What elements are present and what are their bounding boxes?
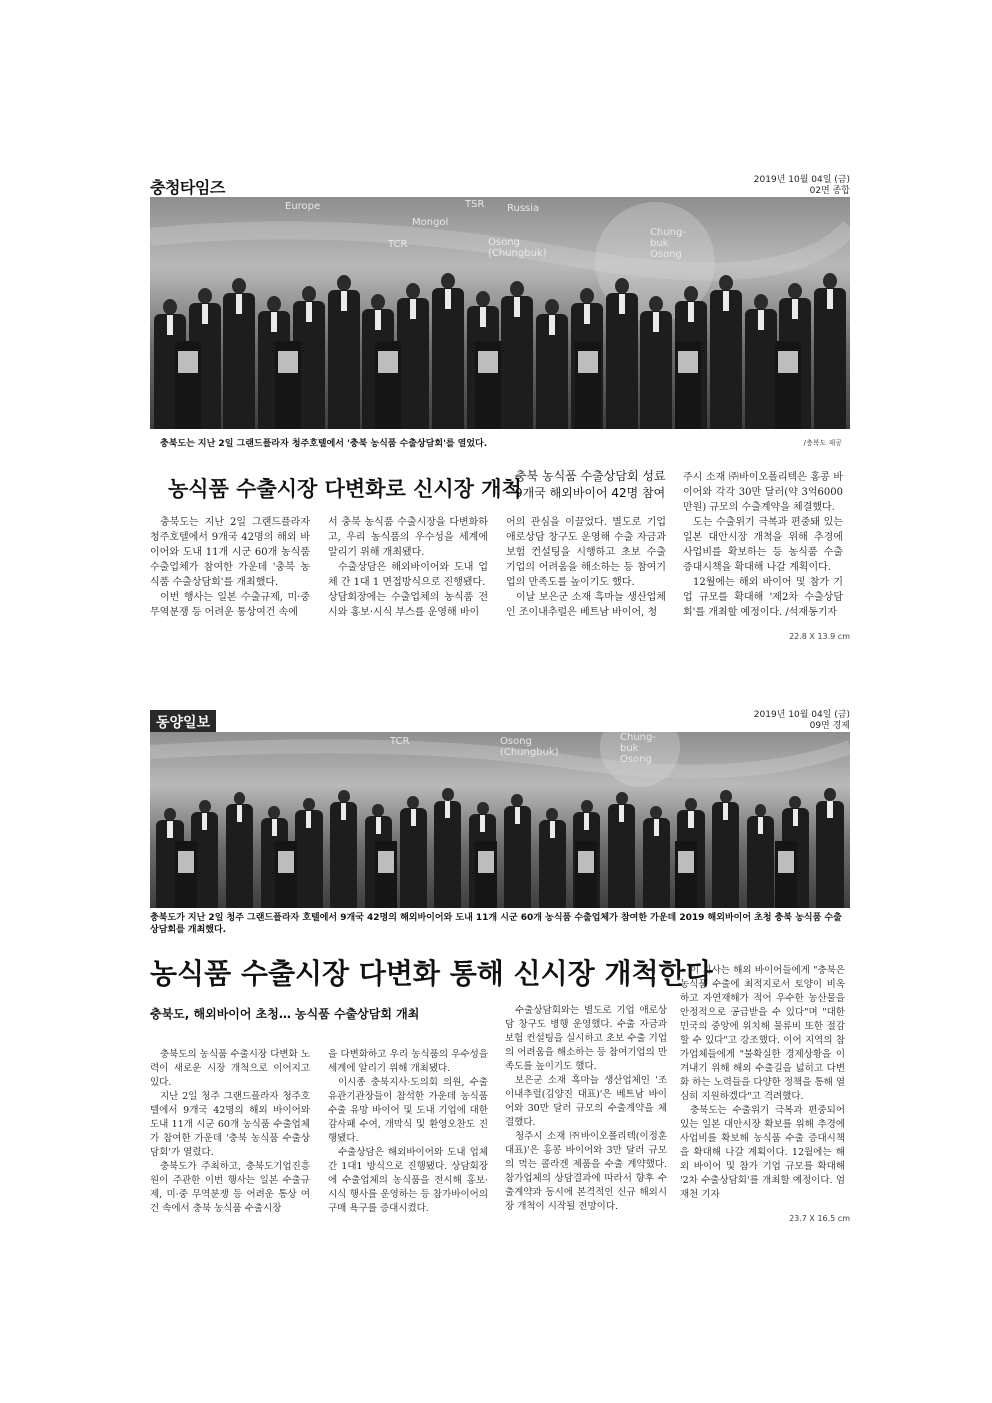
podium: [275, 841, 297, 908]
person-figure: [712, 790, 739, 908]
podium: [675, 341, 701, 429]
person-figure: [328, 275, 360, 429]
person-figure: [643, 806, 670, 908]
paragraph: 충북도가 주최하고, 충북도기업진흥원이 주관한 이번 행사는 일본 수출규제, 미·중 무역분쟁 등 어려운 통상 여건 속에서 충북 농식품 수출시장: [150, 1161, 310, 1214]
paragraph: 수출상담회와는 별도로 기업 애로상담 창구도 병행 운영했다. 수출 자금과 보험 컨설팅을 실시하고 초보 수출 기업의 어려움을 해소하는 등 참여기업의 만족도를 높이기도 했다.: [505, 1005, 667, 1072]
paragraph: 이날 보은군 소재 흑마늘 생산업체인 조이내추럴은 베트남 바이어, 청: [506, 592, 666, 618]
person-figure: [504, 794, 531, 908]
article-column: [683, 470, 843, 620]
map-label: Chung-buk Osong: [650, 227, 686, 260]
paragraph: 이시종 충북지사·도의회 의원, 수출유관기관장들이 참석한 가운데 농식품 수출 유망 바이어 및 도내 기업에 대한 감사패 수여, 개막식 및 환영오찬도 진행됐다.: [328, 1077, 488, 1144]
podium: [275, 341, 301, 429]
paragraph: 수출상담은 해외바이어와 도내 업체 간 1대 1 면접방식으로 진행됐다.: [328, 562, 488, 588]
crowd: [150, 197, 850, 429]
dateline: [754, 710, 850, 732]
article-column: [328, 515, 488, 620]
subhead: 충북도, 해외바이어 초청… 농식품 수출상담회 개최: [150, 1007, 420, 1021]
date: 2019년 10월 04일 (금): [753, 710, 850, 720]
podium: [575, 841, 597, 908]
person-figure: [539, 808, 566, 908]
person-figure: [223, 278, 255, 429]
article-column: [328, 1048, 488, 1216]
map-label: Osong (Chungbuk): [500, 736, 559, 758]
paragraph: 지난 2일 청주 그랜드플라자 청주호텔에서 9개국 42명의 해외 바이어와 도내 11개 시군 60개 농식품 수출업체가 참여한 가운데 '충북 농식품 수출상담회'가 열렸다.: [150, 1091, 310, 1158]
map-label: Europe: [285, 201, 321, 212]
paragraph: 12월에는 해외 바이어 및 참가 기업 규모를 확대해 '제2차 수출상담회'를 개최할 예정이다. /석재동기자: [683, 577, 843, 618]
article-column: [150, 515, 310, 620]
podium: [675, 841, 697, 908]
paragraph: 도는 수출위기 극복과 편중돼 있는 일본 대안시장 개척을 위해 추경에 사업비를 확보하는 등 농식품 수출 증대시책을 확대해 나갈 계획이다.: [683, 517, 843, 573]
paragraph: 청주시 소재 ㈜바이오폴리텍(이정훈 대표)'은 홍콩 바이어와 3만 달러 규모의 먹는 콜라겐 제품을 수출 계약했다. 참가업체의 상담결과에 따라서 향후 수출계약과 동시에 본격적인 신규 해외시장 개척이 시작될 전망이다.: [505, 1131, 667, 1212]
person-figure: [747, 804, 774, 908]
person-figure: [432, 273, 464, 429]
crowd: [150, 732, 850, 908]
paragraph: 을 다변화하고 우리 농식품의 우수성을 세계에 알리기 위해 개최됐다.: [328, 1049, 488, 1074]
event-photo: [150, 197, 850, 429]
person-figure: [295, 798, 322, 908]
person-figure: [816, 788, 843, 908]
page-section: 09면 경제: [809, 721, 850, 731]
map-label: TCR: [390, 736, 410, 747]
podium: [775, 841, 797, 908]
paragraph: 어의 관심을 이끌었다. 별도로 기업애로상담 창구도 운영해 수출 자금과 보험 컨설팅을 시행하고 초보 수출 기업의 어려움을 해소하는 등 참여기업의 만족도를 높이기도 했다.: [506, 517, 666, 588]
photo-caption: 충북도가 지난 2일 청주 그랜드플라자 호텔에서 9개국 42명의 해외바이어와 도내 11개 시군 60개 농식품 수출업체가 참여한 가운데 2019 해외바이어 초청 충북 농식품 수출상담회를 개최했다.: [150, 913, 842, 935]
paragraph: 충북도의 농식품 수출시장 다변화 노력이 새로운 시장 개척으로 이어지고 있다.: [150, 1049, 310, 1088]
subhead: [515, 468, 675, 502]
headline: 농식품 수출시장 다변화로 신시장 개척: [168, 476, 522, 501]
podium: [475, 341, 501, 429]
podium: [375, 341, 401, 429]
map-label: Osong (Chungbuk): [488, 237, 547, 259]
article-column: [150, 1048, 310, 1216]
dateline: [754, 175, 850, 197]
page-section: 02면 종합: [809, 186, 850, 196]
podium: [475, 841, 497, 908]
person-figure: [814, 273, 846, 429]
subhead-line: 9개국 해외바이어 42명 참여: [515, 486, 666, 500]
person-figure: [640, 296, 672, 429]
clip-size: 23.7 X 16.5 cm: [789, 1214, 850, 1223]
person-figure: [434, 788, 461, 908]
person-figure: [536, 299, 568, 429]
paragraph: 충북도는 지난 2일 그랜드플라자 청주호텔에서 9개국 42명의 해외 바이어와 도내 11개 시군 60개 농식품 수출업체가 참여한 가운데 '충북 농식품 수출상담회'를 개최했다.: [150, 517, 310, 588]
person-figure: [501, 281, 533, 430]
podium: [375, 841, 397, 908]
map-label: Chung-buk Osong: [620, 732, 656, 765]
paragraph: 수출상담은 해외바이어와 도내 업체간 1대1 방식으로 진행됐다. 상담회장에 수출업체의 농식품을 전시해 홍보·시식 행사를 운영하는 등 참가바이어의 구매 욕구를 증대시켰다.: [328, 1147, 488, 1214]
paragraph: 이번 행사는 일본 수출규제, 미·중 무역분쟁 등 어려운 통상여건 속에: [150, 592, 310, 618]
photo-caption: 충북도는 지난 2일 그랜드플라자 청주호텔에서 '충북 농식품 수출상담회'를 열었다.: [160, 439, 488, 449]
paragraph: 상담회장에는 수출업체의 농식품 전시와 홍보·시식 부스를 운영해 바이: [328, 592, 488, 618]
article-column: [680, 964, 845, 1202]
podium: [175, 341, 201, 429]
map-label: TCR: [388, 239, 408, 250]
paragraph: 보은군 소재 흑마늘 생산업체인 '조이내추럴(김양진 대표)'은 베트남 바이어와 30만 달러 규모의 수출계약을 체결했다.: [505, 1075, 667, 1128]
podium: [775, 341, 801, 429]
person-figure: [606, 278, 638, 429]
person-figure: [745, 294, 777, 429]
paper-name: 동양일보: [150, 710, 216, 734]
article-column: [506, 515, 666, 620]
person-figure: [226, 792, 253, 908]
person-figure: [400, 796, 427, 908]
person-figure: [397, 283, 429, 429]
paragraph: 충북도는 수출위기 극복과 편중되어 있는 일본 대안시장 확보를 위해 추경에 사업비를 확보해 농식품 수출 증대시책을 확대해 나갈 계획이다. 12월에는 해외 바이어 및 참가 기업 규모를 확대해 '2차 수출상담회'를 개최할 예정이다. 엄재천 기자: [680, 1105, 845, 1200]
paragraph: 이 지사는 해외 바이어들에게 "충북은 농식품 수출에 최적지로서 토양이 비옥하고 자연재해가 적어 우수한 농산물을 안정적으로 공급받을 수 있다"며 "대한민국의 중앙에 위치해 물류비 또한 절감할 수 있다"고 강조했다. 이어 지역의 참가업체들에게 "불확실한 경제상황을 이겨내기 위해 해외 수출길을 넓히고 다변화 하는 노력들을 다양한 정책을 통해 열심히 지원하겠다"고 격려했다.: [680, 965, 845, 1102]
headline: 농식품 수출시장 다변화 통해 신시장 개척한다: [150, 957, 713, 990]
paper-name: 충청타임즈: [150, 178, 225, 197]
article-column: [505, 1004, 667, 1214]
person-figure: [608, 792, 635, 908]
clip-chungcheong-times: [150, 175, 850, 645]
podium: [575, 341, 601, 429]
map-label: Mongol: [412, 217, 449, 228]
podium: [175, 841, 197, 908]
person-figure: [330, 790, 357, 908]
event-photo: [150, 732, 850, 908]
clip-dongyang-ilbo: [150, 710, 850, 1230]
subhead-line: 충북 농식품 수출상담회 성료: [515, 469, 666, 483]
person-figure: [710, 275, 742, 429]
paragraph: 서 충북 농식품 수출시장을 다변화하고, 우리 농식품의 우수성을 세계에 알리기 위해 개최됐다.: [328, 517, 488, 558]
map-label: Russia: [507, 203, 540, 214]
paragraph: 주시 소재 ㈜바이오폴리텍은 홍콩 바이어와 각각 30만 달러(약 3억6000만원) 규모의 수출계약을 체결했다.: [683, 472, 843, 513]
photo-credit: /충북도 제공: [803, 439, 842, 447]
clip-size: 22.8 X 13.9 cm: [789, 632, 850, 641]
map-label: TSR: [465, 199, 485, 210]
date: 2019년 10월 04일 (금): [753, 175, 850, 185]
